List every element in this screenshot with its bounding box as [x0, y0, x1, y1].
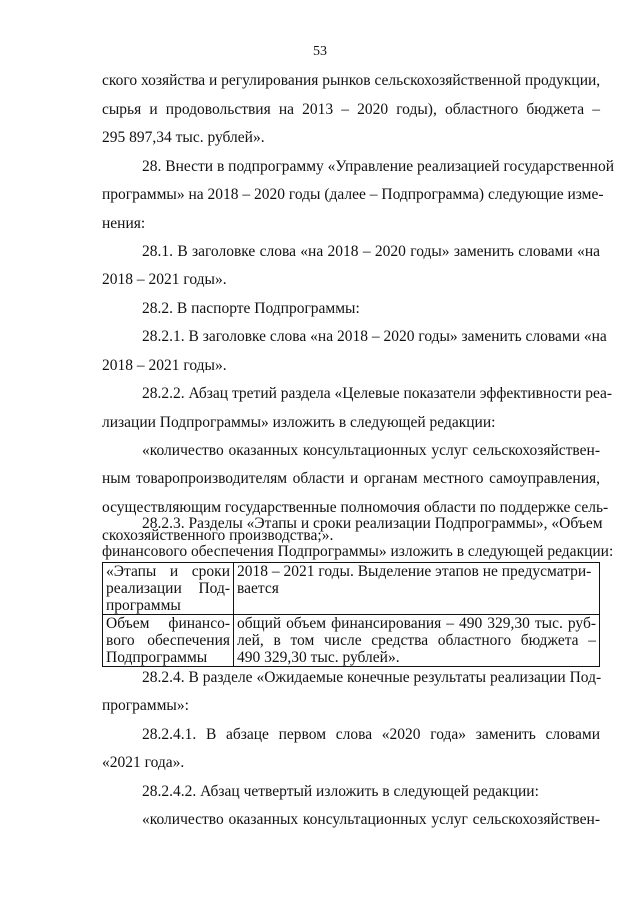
text-line: 28.2.2. Абзац третий раздела «Целевые показатели эффективности реа- — [142, 385, 613, 402]
text-line: ным товаропроизводителям области и органам местного самоуправления, — [102, 470, 600, 487]
text-line: ского хозяйства и регулирования рынков сельскохозяйственной продукции, — [102, 72, 601, 89]
cell-line: реализации Под- — [106, 580, 230, 597]
text-line: нения: — [102, 215, 146, 232]
text-line: 28.2.1. В заголовке слова «на 2018 – 2020 годы» заменить словами «на — [142, 328, 607, 345]
text-line: осуществляющим государственные полномочия области по поддержке сель- — [102, 499, 609, 516]
passport-table — [102, 562, 600, 667]
page-number: 53 — [313, 44, 327, 59]
text-line: 28.2. В паспорте Подпрограммы: — [142, 300, 360, 317]
text-line: финансового обеспечения Подпрограммы» изложить в следующей редакции: — [102, 543, 614, 560]
cell-line: 2018 – 2021 годы. Выделение этапов не предусматри- — [237, 563, 592, 580]
text-line: 2018 – 2021 годы». — [102, 271, 227, 288]
table-row — [103, 615, 600, 667]
cell-line: вается — [237, 580, 279, 597]
text-line: сырья и продовольствия на 2013 – 2020 годы), областного бюджета – — [102, 101, 600, 118]
cell-line: вого обеспечения — [106, 632, 230, 649]
cell-line: Объем финансо- — [106, 615, 230, 632]
text-line: «количество оказанных консультационных услуг сельскохозяйствен- — [142, 811, 600, 828]
cell-line: общий объем финансирования – 490 329,30 тыс. руб- — [237, 615, 596, 632]
table-cell — [234, 615, 600, 667]
table-cell — [234, 563, 600, 615]
cell-line: 490 329,30 тыс. рублей». — [237, 649, 400, 666]
text-line: 2018 – 2021 годы». — [102, 357, 227, 374]
cell-line: «Этапы и сроки — [106, 563, 230, 580]
text-line: 28.1. В заголовке слова «на 2018 – 2020 годы» заменить словами «на — [142, 243, 600, 260]
text-line: 28. Внести в подпрограмму «Управление реализацией государственной — [142, 158, 615, 175]
cell-line: Подпрограммы — [106, 649, 208, 666]
table-cell — [103, 563, 234, 615]
text-line: «количество оказанных консультационных услуг сельскохозяйствен- — [142, 442, 600, 459]
table-cell — [103, 615, 234, 667]
text-line: 28.2.4.2. Абзац четвертый изложить в следующей редакции: — [142, 783, 539, 800]
cell-line: лей, в том числе средства областного бюджета – — [237, 632, 596, 649]
text-line: программы»: — [102, 697, 189, 714]
table-row — [103, 563, 600, 615]
text-line: лизации Подпрограммы» изложить в следующей редакции: — [102, 414, 496, 431]
text-line: программы» на 2018 – 2020 годы (далее – Подпрограмма) следующие изме- — [102, 186, 604, 203]
text-line: скохозяйственного производства;». — [102, 527, 334, 544]
text-line: 295 897,34 тыс. рублей». — [102, 129, 265, 146]
text-line: 28.2.4.1. В абзаце первом слова «2020 года» заменить словами — [142, 726, 600, 743]
cell-line: программы — [106, 597, 181, 614]
text-line: «2021 года». — [102, 754, 185, 771]
text-line: 28.2.3. Разделы «Этапы и сроки реализации Подпрограммы», «Объем — [142, 515, 603, 532]
text-line: 28.2.4. В разделе «Ожидаемые конечные результаты реализации Под- — [142, 669, 602, 686]
